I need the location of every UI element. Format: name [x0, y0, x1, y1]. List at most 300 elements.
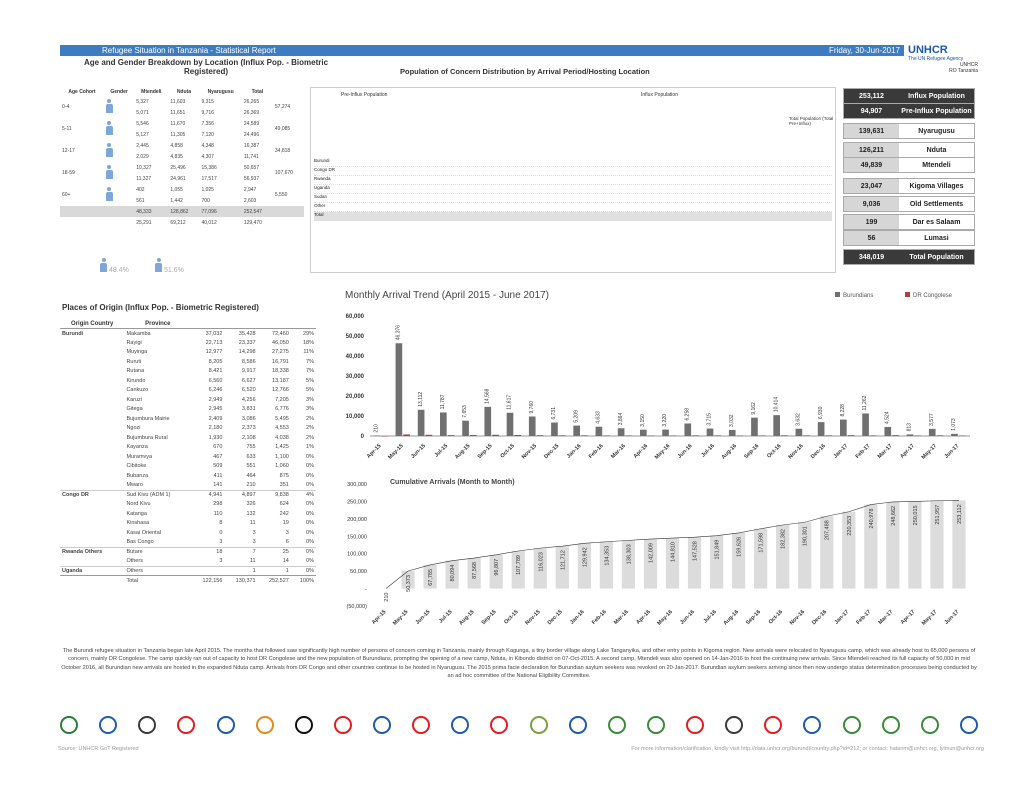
origin-cell: 5%: [306, 377, 314, 384]
origin-cell: 0%: [306, 510, 314, 517]
age-cell: 16,387: [243, 142, 260, 149]
x-tick-label: Jul-15: [433, 443, 450, 459]
pop-value: 126,211: [844, 143, 899, 157]
x-tick-label: Apr-16: [632, 443, 650, 460]
origin-row: [60, 376, 316, 386]
bar: [959, 436, 966, 437]
bar: [514, 435, 521, 436]
origin-cell: 298: [213, 501, 223, 508]
origin-cell: 2,373: [241, 425, 256, 432]
age-cell: 9,716: [201, 109, 214, 116]
age-cell: 4,307: [201, 153, 214, 160]
bar: [529, 416, 536, 436]
x-tick-label: Nov-16: [788, 609, 807, 627]
data-label: 142,009: [648, 543, 655, 563]
origin-cell: Kirundo: [126, 377, 146, 384]
data-label: 3,864: [617, 412, 624, 426]
pop-box: [843, 230, 975, 246]
bar: [729, 430, 736, 436]
bar: [737, 436, 744, 437]
data-label: 138,303: [626, 544, 633, 565]
origin-row: [60, 452, 316, 462]
pop-value: 9,036: [844, 197, 899, 211]
origin-cell: [60, 528, 124, 538]
age-cell: 25,496: [170, 164, 186, 171]
origin-cell: 8,205: [208, 358, 223, 365]
origin-row: [60, 509, 316, 519]
bar: [470, 435, 477, 436]
origin-header: [224, 320, 257, 329]
age-cell: 4,858: [170, 142, 183, 149]
age-total-cell: 40,012: [201, 219, 217, 226]
pop-value: 23,047: [844, 179, 899, 193]
age-total: 34,818: [274, 148, 291, 154]
origin-cell: Karuzi: [126, 396, 143, 403]
age-cell: 11,741: [243, 153, 259, 160]
age-cohort: 18-59: [62, 170, 75, 176]
origin-cell: 0: [219, 529, 223, 536]
age-total-cell: 48,333: [136, 208, 152, 215]
origin-cell: 3: [219, 539, 223, 545]
data-label: 9,760: [528, 400, 535, 414]
origin-cell: 7: [252, 549, 256, 555]
origin-cell: 6,246: [208, 387, 223, 394]
x-tick-label: Dec-16: [809, 443, 827, 461]
age-total: 107,670: [274, 170, 293, 176]
origin-cell: 4,256: [241, 396, 256, 403]
female-icon: [155, 258, 162, 272]
partner-logo-icon: [608, 716, 626, 734]
partner-logo-icon: [764, 716, 782, 734]
origin-cell: [60, 443, 124, 453]
origin-row: [60, 329, 316, 339]
data-label: 251,957: [934, 504, 941, 525]
origin-cell: 130,371: [235, 577, 256, 584]
bar: [951, 434, 958, 436]
dist-row: [314, 167, 832, 176]
origin-cell: 6,520: [241, 387, 256, 394]
data-label: 9,162: [751, 402, 758, 415]
age-cell: 11,305: [170, 131, 186, 138]
x-tick-label: Sep-15: [476, 443, 494, 461]
origin-cell: 110: [213, 510, 223, 517]
origin-cell: Muramvya: [126, 453, 153, 460]
origin-cell: Rwanda Others: [62, 549, 103, 555]
origin-cell: 509: [213, 463, 223, 470]
data-label: 11,262: [862, 395, 869, 411]
origin-cell: 0%: [306, 529, 314, 536]
origin-cell: [60, 376, 124, 386]
dist-row: [314, 212, 832, 221]
origin-cell: 670: [213, 444, 223, 451]
x-tick-label: Apr-15: [365, 443, 383, 460]
y-tick-label: -: [365, 586, 367, 593]
age-cell: 2,029: [136, 153, 149, 160]
age-cell: 2,947: [243, 186, 257, 193]
origin-cell: [60, 405, 124, 415]
bar: [707, 429, 714, 436]
origin-cell: 0%: [306, 463, 314, 470]
origin-cell: 0%: [306, 472, 314, 479]
origin-cell: Uganda: [62, 567, 83, 574]
origin-cell: Burundi: [62, 330, 84, 337]
pop-value: 49,839: [844, 158, 899, 172]
bar: [596, 427, 603, 436]
origin-row: [60, 490, 316, 500]
x-tick-label: Jul-16: [700, 443, 716, 459]
origin-row: [60, 500, 316, 510]
origin-cell: 6,627: [241, 377, 256, 384]
age-total: 5,550: [274, 192, 288, 198]
x-tick-label: Apr-16: [635, 609, 652, 626]
origin-cell: [60, 367, 124, 377]
x-tick-label: Oct-16: [767, 609, 785, 626]
origin-cell: 6,560: [208, 377, 223, 384]
x-tick-label: Mar-16: [613, 609, 630, 626]
age-header: Mtendeli: [141, 89, 162, 95]
age-cell: 1,025: [201, 186, 214, 193]
origin-cell: 1,425: [275, 444, 289, 451]
age-cell: 24,589: [243, 120, 260, 127]
partner-logo-icon: [686, 716, 704, 734]
partner-logo-icon: [569, 716, 587, 734]
x-tick-label: Sep-16: [743, 443, 761, 461]
dist-total-header: Total Population (Total Pre+Influx): [789, 116, 834, 126]
partner-logo-icon: [451, 716, 469, 734]
origin-cell: 18%: [302, 339, 314, 346]
pop-box: [843, 249, 975, 265]
origin-row: [60, 576, 316, 586]
origin-cell: 210: [246, 482, 256, 488]
partner-logo-icon: [295, 716, 313, 734]
dist-row: [314, 203, 832, 212]
origin-row: [60, 367, 316, 377]
gender-icon: [104, 162, 134, 184]
age-cell: 5,546: [136, 120, 149, 127]
partner-logo-icon: [412, 716, 430, 734]
origin-cell: 0%: [306, 558, 314, 564]
age-cell: 11,670: [170, 120, 186, 127]
cumulative-arrival-chart: [330, 472, 980, 644]
origin-cell: Muyinga: [126, 349, 148, 356]
age-row: [60, 184, 304, 195]
chart1-title: Monthly Arrival Trend (April 2015 - June 2017): [345, 290, 549, 301]
footer-source: Source: UNHCR GoT Registered: [58, 746, 139, 752]
origin-cell: 633: [246, 453, 256, 460]
origin-cell: 18,338: [272, 368, 289, 375]
origin-cell: 875: [279, 472, 289, 479]
origin-cell: 2,108: [241, 434, 256, 441]
origin-row: [60, 566, 316, 576]
origin-cell: Total: [126, 577, 139, 584]
data-label: 210: [384, 592, 391, 602]
x-tick-label: Apr-15: [370, 609, 388, 626]
pop-box: [843, 157, 975, 173]
origin-cell: Katanga: [126, 510, 147, 517]
origin-cell: 4,941: [208, 492, 223, 498]
data-label: 813: [906, 423, 913, 432]
x-tick-label: Jul-15: [438, 609, 454, 625]
x-tick-label: Jun-15: [410, 443, 427, 460]
dist-row-label: Rwanda: [314, 176, 331, 181]
y-tick-label: 60,000: [345, 314, 364, 320]
pop-box: [843, 88, 975, 104]
bar: [684, 423, 691, 436]
partner-logo-icon: [647, 716, 665, 734]
origin-row: [60, 395, 316, 405]
origin-cell: 22,713: [205, 339, 223, 346]
report-title: Refugee Situation in Tanzania - Statistical Report: [102, 46, 276, 55]
age-header: Total: [251, 89, 264, 95]
bar: [448, 435, 455, 436]
monthly-arrival-chart: [330, 286, 980, 470]
age-header: Gender: [110, 89, 128, 95]
age-cell: 5,127: [136, 131, 149, 138]
origin-cell: 18: [216, 549, 223, 555]
report-date: Friday, 30-Jun-2017: [829, 46, 900, 55]
data-label: 13,112: [417, 391, 424, 407]
bar: [892, 435, 899, 436]
origin-cell: 11%: [303, 349, 314, 356]
dist-row-label: Uganda: [314, 185, 330, 190]
origin-cell: 122,156: [202, 577, 223, 584]
y-tick-label: 200,000: [347, 516, 367, 523]
origin-cell: [60, 462, 124, 472]
age-cell: 5,327: [136, 98, 149, 105]
partner-logo-icon: [921, 716, 939, 734]
pop-label: Total Population: [899, 250, 974, 264]
origin-cell: 5%: [306, 387, 314, 394]
age-cell: 4,835: [170, 153, 183, 160]
origin-cell: 3: [285, 529, 289, 536]
y-tick-label: (50,000): [346, 604, 367, 610]
age-table: [60, 88, 304, 228]
age-cell: 11,603: [170, 98, 186, 105]
data-label: 11,617: [506, 394, 513, 410]
age-cell: 26,265: [243, 98, 260, 105]
data-label: 10,414: [773, 396, 780, 413]
origin-cell: 4%: [306, 492, 314, 498]
bar: [573, 426, 580, 436]
origin-cell: 8,586: [241, 358, 256, 365]
data-label: 4,524: [884, 411, 891, 424]
x-tick-label: Jun-17: [943, 443, 961, 460]
partner-logo-icon: [177, 716, 195, 734]
data-label: 182,382: [780, 528, 787, 549]
data-label: 87,568: [472, 562, 479, 579]
origin-cell: 3: [219, 558, 223, 564]
data-label: 4,633: [595, 411, 602, 424]
x-tick-label: Aug-16: [722, 609, 741, 627]
bar: [626, 435, 633, 436]
x-tick-label: Feb-17: [855, 609, 873, 626]
bar: [581, 435, 588, 436]
x-tick-label: Jan-17: [833, 609, 851, 626]
data-label: 210: [373, 424, 380, 433]
origin-cell: [60, 357, 124, 367]
age-row: [60, 162, 304, 173]
data-label: 3,715: [706, 413, 713, 426]
bar: [403, 434, 410, 436]
logo-sub1: UNHCR: [959, 62, 978, 68]
legend-label: DR Congolese: [913, 293, 953, 299]
unhcr-logo: [908, 44, 978, 84]
origin-cell: Bujumbura Mairie: [126, 415, 170, 422]
origin-cell: 9,838: [275, 492, 289, 498]
bar: [914, 435, 921, 436]
y-tick-label: 20,000: [345, 394, 364, 400]
bar: [870, 435, 877, 436]
bar: [773, 415, 780, 436]
age-cohort: 5-11: [62, 126, 72, 132]
origin-cell: 12,766: [272, 387, 289, 394]
origin-cell: Butare: [126, 549, 143, 555]
origin-cell: 13,187: [272, 377, 289, 384]
x-tick-label: Feb-17: [854, 443, 872, 460]
origin-cell: 1: [252, 567, 256, 574]
age-total: 49,085: [274, 126, 291, 132]
dist-row: [314, 176, 832, 185]
data-label: 46,376: [395, 324, 402, 341]
legend-swatch: [835, 292, 840, 297]
age-header: Age Cohort: [68, 89, 96, 95]
origin-cell: 35,428: [238, 330, 256, 337]
bar: [714, 435, 721, 436]
age-total-row: [60, 206, 304, 217]
dist-row-label: Total: [314, 212, 324, 217]
origin-row: [60, 557, 316, 567]
partner-logo-icon: [530, 716, 548, 734]
origin-row: [60, 433, 316, 443]
data-label: 220,353: [846, 515, 853, 536]
origin-cell: 0%: [306, 520, 314, 527]
origin-cell: 46,050: [272, 339, 289, 346]
origin-cell: Ruruti: [126, 358, 142, 365]
origin-cell: [60, 481, 124, 491]
origin-cell: 12,977: [205, 349, 223, 356]
bar: [862, 413, 869, 436]
data-label: 151,849: [714, 539, 721, 560]
origin-cell: Rayigi: [126, 339, 142, 346]
bar: [418, 410, 425, 436]
data-label: 6,258: [684, 407, 691, 421]
origin-cell: 3,831: [241, 406, 256, 413]
age-row: [60, 140, 304, 151]
origin-cell: 0%: [306, 482, 314, 488]
x-tick-label: Oct-16: [766, 443, 783, 460]
pct-female: 51.6%: [163, 267, 184, 274]
age-female-total-row: [60, 217, 304, 228]
origin-cell: [60, 395, 124, 405]
age-total: 57,274: [274, 104, 291, 110]
origin-cell: 411: [213, 472, 223, 479]
y-tick-label: 100,000: [347, 551, 367, 558]
data-label: 3,220: [662, 414, 669, 427]
y-tick-label: 10,000: [345, 414, 364, 420]
female-stat: [155, 258, 184, 274]
origin-cell: Others: [126, 558, 143, 564]
bar: [396, 343, 403, 436]
y-tick-label: 40,000: [345, 354, 364, 360]
bar: [840, 420, 847, 436]
gender-icon: [104, 140, 134, 162]
pop-value: 94,907: [844, 104, 899, 118]
data-label: 7,653: [462, 405, 469, 418]
data-label: 5,209: [573, 410, 580, 423]
gender-icon: [104, 96, 134, 118]
logo-name: UNHCR: [908, 44, 948, 56]
x-tick-label: Aug-15: [453, 443, 472, 461]
bar: [640, 430, 647, 436]
bar: [648, 436, 655, 437]
pop-label: Nduta: [899, 143, 974, 157]
origin-row: [60, 424, 316, 434]
origin-cell: [60, 471, 124, 481]
bar: [907, 434, 914, 436]
x-tick-label: Mar-17: [876, 443, 894, 460]
pop-value: 199: [844, 215, 899, 229]
origin-cell: 2%: [306, 434, 314, 441]
origin-row: [60, 414, 316, 424]
age-total-cell: 69,212: [170, 219, 186, 226]
origin-cell: 37,032: [205, 330, 223, 337]
bar: [462, 421, 469, 436]
data-label: 129,942: [582, 547, 589, 568]
bar: [507, 413, 514, 436]
partner-logo-icon: [217, 716, 235, 734]
data-label: 1,073: [951, 418, 958, 431]
age-header: Nduta: [176, 89, 191, 95]
origin-cell: 4,038: [275, 434, 289, 441]
data-label: 116,023: [538, 552, 545, 572]
x-tick-label: Apr-17: [899, 609, 917, 626]
bar: [796, 429, 803, 436]
age-total-cell: 252,547: [243, 208, 262, 215]
dist-row: [314, 185, 832, 194]
pop-label: Dar es Salaam: [899, 215, 974, 229]
legend-swatch: [905, 292, 910, 297]
origin-cell: 14: [282, 558, 289, 564]
origin-cell: 1,060: [275, 463, 289, 470]
origin-cell: 2,945: [208, 406, 223, 413]
x-tick-label: Jul-16: [702, 609, 718, 625]
x-tick-label: Mar-17: [877, 609, 895, 626]
origin-cell: 2%: [306, 425, 314, 432]
report-banner: [60, 45, 904, 56]
x-tick-label: May-15: [387, 443, 405, 461]
origin-cell: Congo DR: [62, 492, 89, 498]
origin-cell: 23,337: [238, 339, 256, 346]
origin-cell: 11: [249, 558, 256, 564]
x-tick-label: Jun-16: [679, 609, 696, 626]
bar: [662, 430, 669, 436]
footer-contact[interactable]: For more information/clarification, kindly visit http://data.unhcr.org/burundi/country.php?id=212; or contact: hatanm@unhcr.org, lyimun@unhcr.org: [631, 746, 984, 752]
bar: [559, 435, 566, 436]
origin-cell: 467: [213, 453, 223, 460]
logo-sub2: RO Tanzania: [949, 68, 978, 74]
origin-cell: 3%: [306, 406, 314, 413]
partner-logo-icon: [725, 716, 743, 734]
origin-row: [60, 462, 316, 472]
origin-cell: 132: [246, 510, 256, 517]
data-label: 147,528: [692, 541, 699, 562]
age-cell: 1,442: [170, 197, 183, 204]
data-label: 248,662: [890, 505, 897, 526]
data-label: 3,577: [928, 413, 935, 426]
data-label: 171,598: [758, 532, 765, 553]
pct-male: 48.4%: [108, 267, 129, 274]
age-table-wrap: [60, 88, 304, 228]
